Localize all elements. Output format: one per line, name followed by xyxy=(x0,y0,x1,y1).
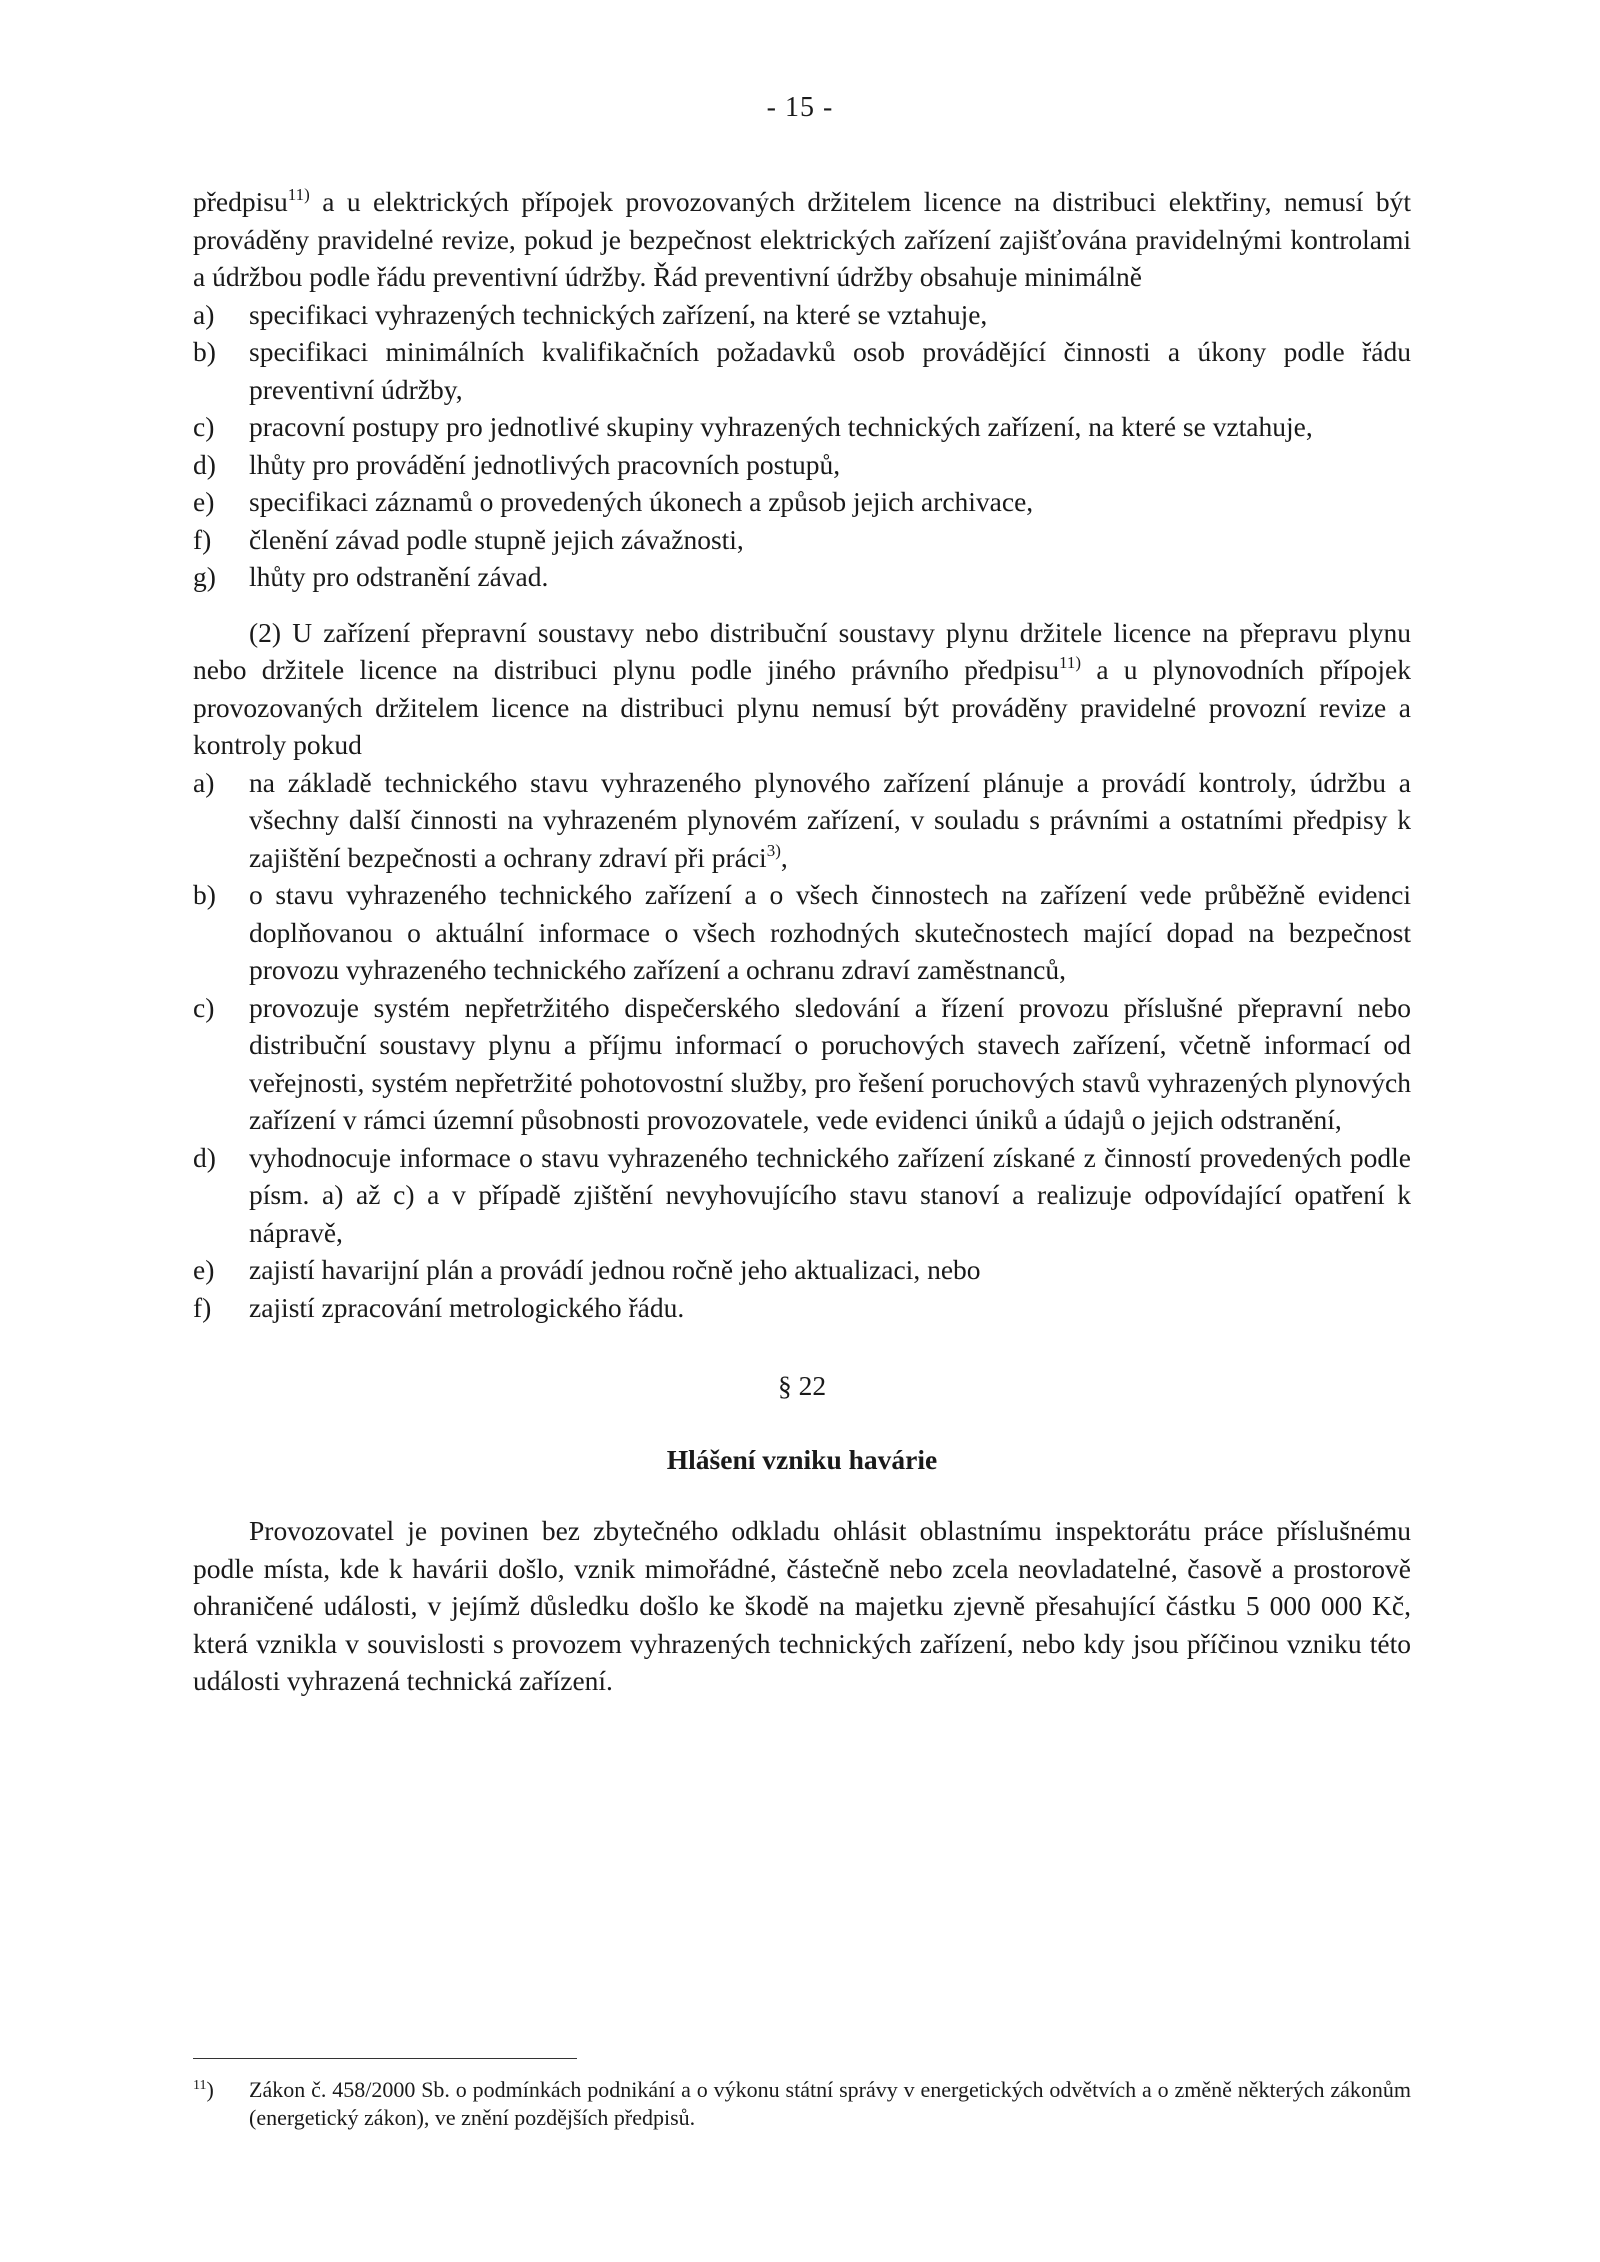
list-marker: f) xyxy=(193,1291,212,1323)
paragraph-2 xyxy=(193,614,1411,764)
paragraph-2-text: a u plynovodních přípojek provozovaných držitelem licence na distribuci plynu nemusí být prováděny pravidelné provozní revize a kontroly pokud xyxy=(193,654,1411,760)
paragraph-2-lead: (2) U zařízení přepravní soustavy nebo distribuční soustavy plynu držitele licence na přepravu plynu nebo držitele licence na distribuci plynu podle jiného právního předpisu xyxy=(193,616,1411,685)
list-item-text: o stavu vyhrazeného technického zařízení a o všech činnostech na zařízení vede průběžně evidenci doplňovanou o aktuální informace o všech rozhodných skutečnostech mající dopad na bezpečnost provozu vyhrazeného technického zařízení a ochranu zdraví zaměstnanců, xyxy=(249,879,1411,985)
list-item-text: členění závad podle stupně jejich závažnosti, xyxy=(249,523,744,555)
list-marker: c) xyxy=(193,991,215,1023)
list-marker: g) xyxy=(193,561,216,592)
list-item xyxy=(193,446,1411,484)
footnote-ref-3: 3) xyxy=(766,840,781,860)
list-item xyxy=(193,408,1411,446)
footnote-marker xyxy=(193,2076,214,2104)
list-item xyxy=(193,558,1411,596)
section-title: Hlášení vzniku havárie xyxy=(666,1443,938,1475)
footnote-number: 11 xyxy=(193,2078,207,2093)
document-body xyxy=(193,183,1411,1700)
list-marker: c) xyxy=(193,411,215,442)
footnote-marker-tail: ) xyxy=(206,2077,214,2102)
list-marker: d) xyxy=(193,448,216,480)
list-marker: a) xyxy=(193,766,215,798)
page-number: - 15 - xyxy=(766,92,834,123)
list-item xyxy=(193,1139,1411,1252)
list-item xyxy=(193,333,1411,408)
list-item-text: na základě technického stavu vyhrazeného plynového zařízení plánuje a provádí kontroly, údržbu a všechny další činnosti na vyhrazeném plynovém zařízení, v souladu s právními a ostatními předpisy k zajištění bezpečnosti a ochrany zdraví při práci xyxy=(249,766,1411,873)
list-item xyxy=(193,521,1411,559)
list-item xyxy=(193,764,1411,877)
preventive-maintenance-list xyxy=(193,296,1411,596)
list-item-text: zajistí zpracování metrologického řádu. xyxy=(249,1291,685,1323)
list-item-text: lhůty pro provádění jednotlivých pracovních postupů, xyxy=(249,448,841,480)
footnote-divider xyxy=(193,2058,577,2059)
footnote-ref-11: 11) xyxy=(287,185,310,204)
list-item-text: specifikaci záznamů o provedených úkonech a způsob jejich archivace, xyxy=(249,486,1034,517)
list-item-text: vyhodnocuje informace o stavu vyhrazeného technického zařízení získané z činností provedených podle písm. a) až c) a v případě zjištění nevyhovujícího stavu stanoví a realizuje odpovídající opatření k nápravě, xyxy=(249,1141,1411,1248)
list-marker: e) xyxy=(193,1254,215,1285)
paragraph-1-text: a u elektrických přípojek provozovaných držitelem licence na distribuci elektřiny, nemusí být prováděny pravidelné revize, pokud je bezpečnost elektrických zařízení zajišťována pravidelnými kontrolami a údržbou podle řádu preventivní údržby. Řád preventivní údržby obsahuje minimálně xyxy=(193,186,1411,292)
footnote-ref-11: 11) xyxy=(1059,653,1082,672)
list-marker: b) xyxy=(193,336,216,367)
footnote-text: Zákon č. 458/2000 Sb. o podmínkách podnikání a o výkonu státní správy v energetických odvětvích a o změně některých zákonům (energetický zákon), ve znění pozdějších předpisů. xyxy=(249,2077,1411,2130)
footnote xyxy=(193,2076,1411,2132)
paragraph-1-lead: předpisu xyxy=(193,186,288,217)
section-number: § 22 xyxy=(777,1370,827,1401)
list-item xyxy=(193,483,1411,521)
list-item xyxy=(193,1251,1411,1289)
paragraph-1 xyxy=(193,183,1411,296)
list-item-text: provozuje systém nepřetržitého dispečerského sledování a řízení provozu příslušné přepravní nebo distribuční soustavy plynu a příjmu informací o poruchových stavech zařízení, včetně informací od veřejnosti, systém nepřetržité pohotovostní služby, pro řešení poruchových stavů vyhrazených plynových zařízení v rámci územní působnosti provozovatele, vede evidenci úniků a údajů o jejich odstranění, xyxy=(249,991,1411,1135)
list-item xyxy=(193,876,1411,989)
paragraph-3: Provozovatel je povinen bez zbytečného odkladu ohlásit oblastnímu inspektorátu práce příslušnému podle místa, kde k havárii došlo, vznik mimořádné, částečně nebo zcela neovladatelné, časově a prostorově ohraničené události, v jejímž důsledku došlo ke škodě na majetku zjevně přesahující částku 5 000 000 Kč, která vznikla v souvislosti s provozem vyhrazených technických zařízení, nebo kdy jsou příčinou vzniku této události vyhrazená technická zařízení. xyxy=(193,1515,1411,1696)
list-item-text: specifikaci vyhrazených technických zařízení, na které se vztahuje, xyxy=(249,298,988,330)
list-marker: a) xyxy=(193,298,215,330)
list-marker: d) xyxy=(193,1141,216,1173)
list-item-text: pracovní postupy pro jednotlivé skupiny vyhrazených technických zařízení, na které se vztahuje, xyxy=(249,411,1313,442)
list-item-text: lhůty pro odstranění závad. xyxy=(249,561,549,592)
list-item-punctuation: , xyxy=(780,841,788,873)
list-item xyxy=(193,296,1411,334)
list-item-text: zajistí havarijní plán a provádí jednou ročně jeho aktualizaci, nebo xyxy=(249,1254,981,1285)
list-item xyxy=(193,1289,1411,1327)
list-marker: b) xyxy=(193,879,216,910)
list-marker: f) xyxy=(193,523,212,555)
list-item-text: specifikaci minimálních kvalifikačních požadavků osob provádějící činnosti a úkony podle řádu preventivní údržby, xyxy=(249,336,1411,405)
list-marker: e) xyxy=(193,486,215,517)
gas-operator-conditions-list xyxy=(193,764,1411,1327)
list-item xyxy=(193,989,1411,1139)
